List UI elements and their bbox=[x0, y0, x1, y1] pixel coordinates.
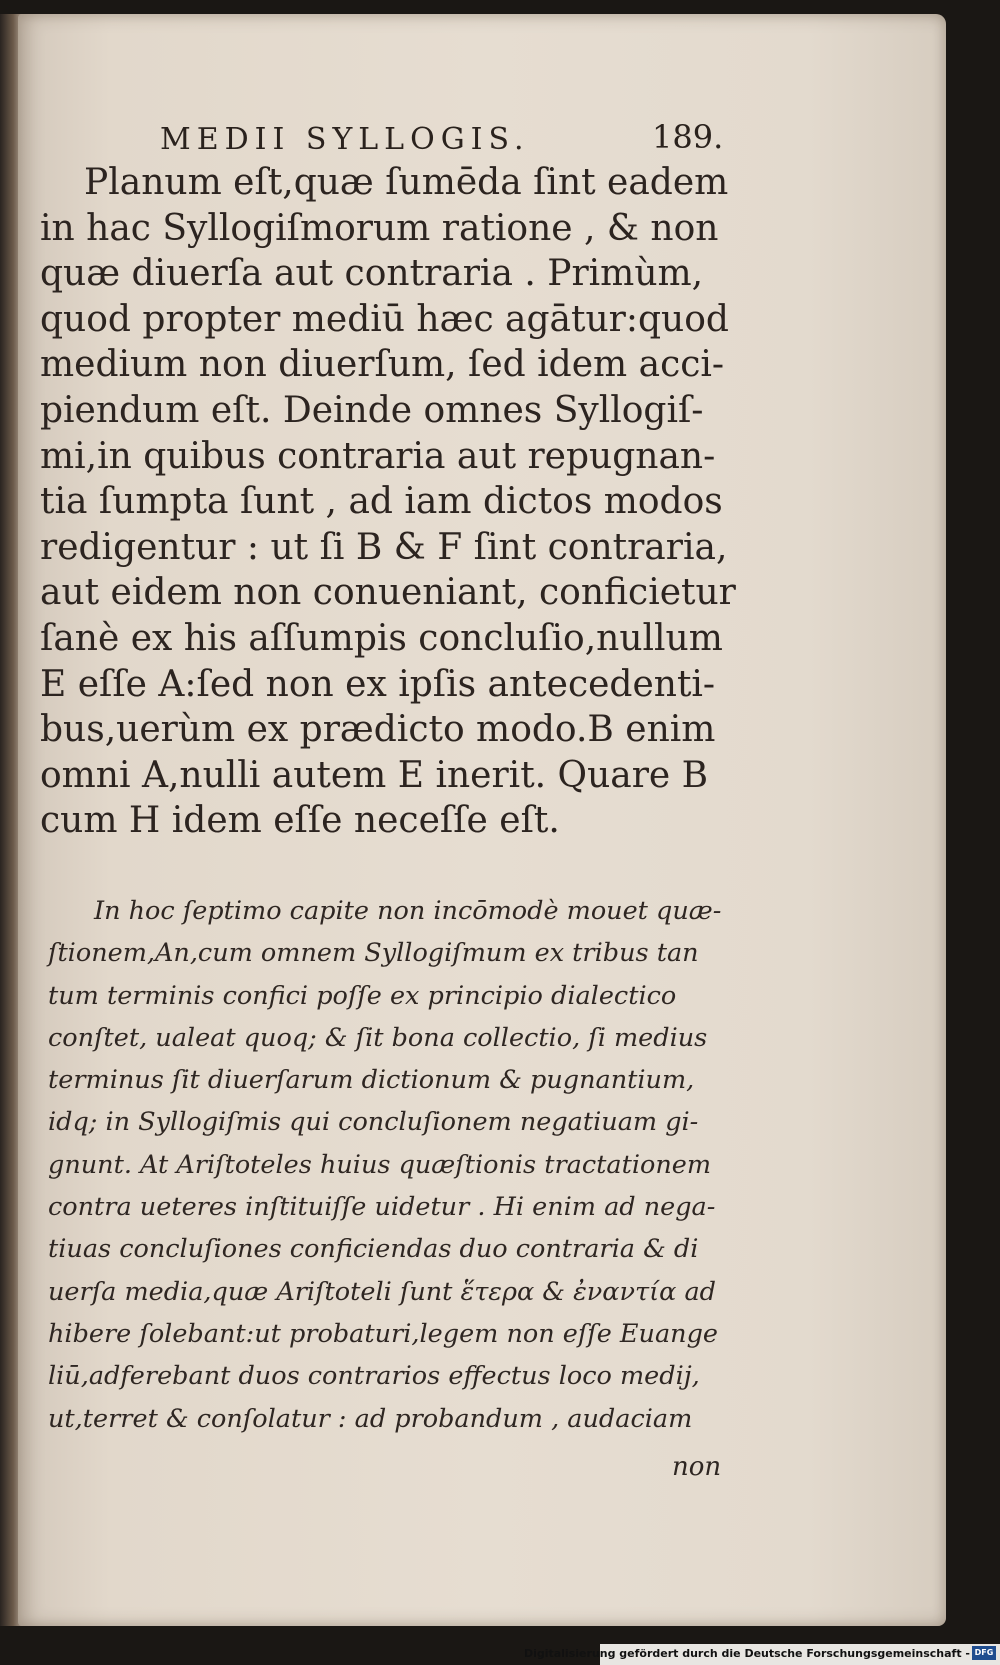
commentary-line: In hoc ſeptimo capite non incōmodè mouet quæ- bbox=[94, 896, 722, 926]
running-title: MEDII SYLLOGIS. bbox=[160, 122, 530, 157]
dfg-logo-icon: DFG bbox=[972, 1646, 996, 1660]
main-text-line: aut eidem non conueniant, conficietur bbox=[40, 572, 736, 614]
commentary-line: ut,terret & conſolatur : ad probandum , audaciam bbox=[48, 1403, 693, 1434]
main-text-line: quod propter mediū hæc agātur:quod bbox=[40, 298, 729, 340]
main-text-block bbox=[40, 160, 736, 844]
digitization-credit: Digitalisierung gefördert durch die Deutsche Forschungsgemeinschaft - bbox=[523, 1647, 970, 1660]
main-text-line: tia ſumpta ſunt , ad iam dictos modos bbox=[40, 481, 723, 523]
catchword: non bbox=[672, 1452, 722, 1482]
commentary-line: conſtet, ualeat quoq; & ſit bona collectio, ſi medius bbox=[48, 1022, 708, 1053]
commentary-line: tiuas concluſiones conficiendas duo contraria & di bbox=[48, 1234, 699, 1265]
main-text-line: quæ diuerſa aut contraria . Primùm, bbox=[40, 253, 704, 295]
main-text-line: medium non diuerſum, ſed idem acci- bbox=[40, 344, 725, 386]
main-text-line: cum H idem eſſe neceſſe eſt. bbox=[40, 800, 560, 842]
commentary-line: ſtionem,An,cum omnem Syllogiſmum ex tribus tan bbox=[48, 938, 699, 969]
main-text-line: redigentur : ut ſi B & F ſint contraria, bbox=[40, 526, 728, 568]
page-number: 189. bbox=[652, 118, 724, 156]
main-text-line: piendum eſt. Deinde omnes Syllogiſ- bbox=[40, 389, 704, 431]
commentary-line: tum terminis confici poſſe ex principio dialectico bbox=[48, 980, 677, 1011]
main-text-line: in hac Syllogiſmorum ratione , & non bbox=[40, 207, 719, 249]
main-text-line: mi,in quibus contraria aut repugnan- bbox=[40, 435, 716, 477]
main-text-line: Planum eſt,quæ ſumēda ſint eadem bbox=[84, 162, 729, 203]
commentary-line: idq; in Syllogiſmis qui concluſionem negatiuam gi- bbox=[48, 1107, 699, 1138]
commentary-line: liū,adferebant duos contrarios effectus loco medij, bbox=[48, 1361, 700, 1392]
main-text-line: omni A,nulli autem E inerit. Quare B bbox=[40, 754, 709, 796]
commentary-block bbox=[48, 890, 728, 1440]
commentary-line: gnunt. At Ariſtoteles huius quæſtionis tractationem bbox=[48, 1149, 712, 1180]
main-text-line: bus,uerùm ex prædicto modo.B enim bbox=[40, 709, 716, 751]
commentary-line: terminus ſit diuerſarum dictionum & pugnantium, bbox=[48, 1065, 695, 1096]
main-text-line: ſanè ex his aſſumpis concluſio,nullum bbox=[40, 617, 723, 659]
commentary-line: hibere ſolebant:ut probaturi,legem non eſſe Euange bbox=[48, 1318, 718, 1349]
commentary-line: contra ueteres inſtituiſſe uidetur . Hi enim ad nega- bbox=[48, 1192, 716, 1223]
commentary-line: uerſa media,quæ Ariſtoteli ſunt ἕτερα & ἐναντία ad bbox=[48, 1276, 716, 1307]
main-text-line: E eſſe A:ſed non ex ipſis antecedenti- bbox=[40, 663, 716, 705]
